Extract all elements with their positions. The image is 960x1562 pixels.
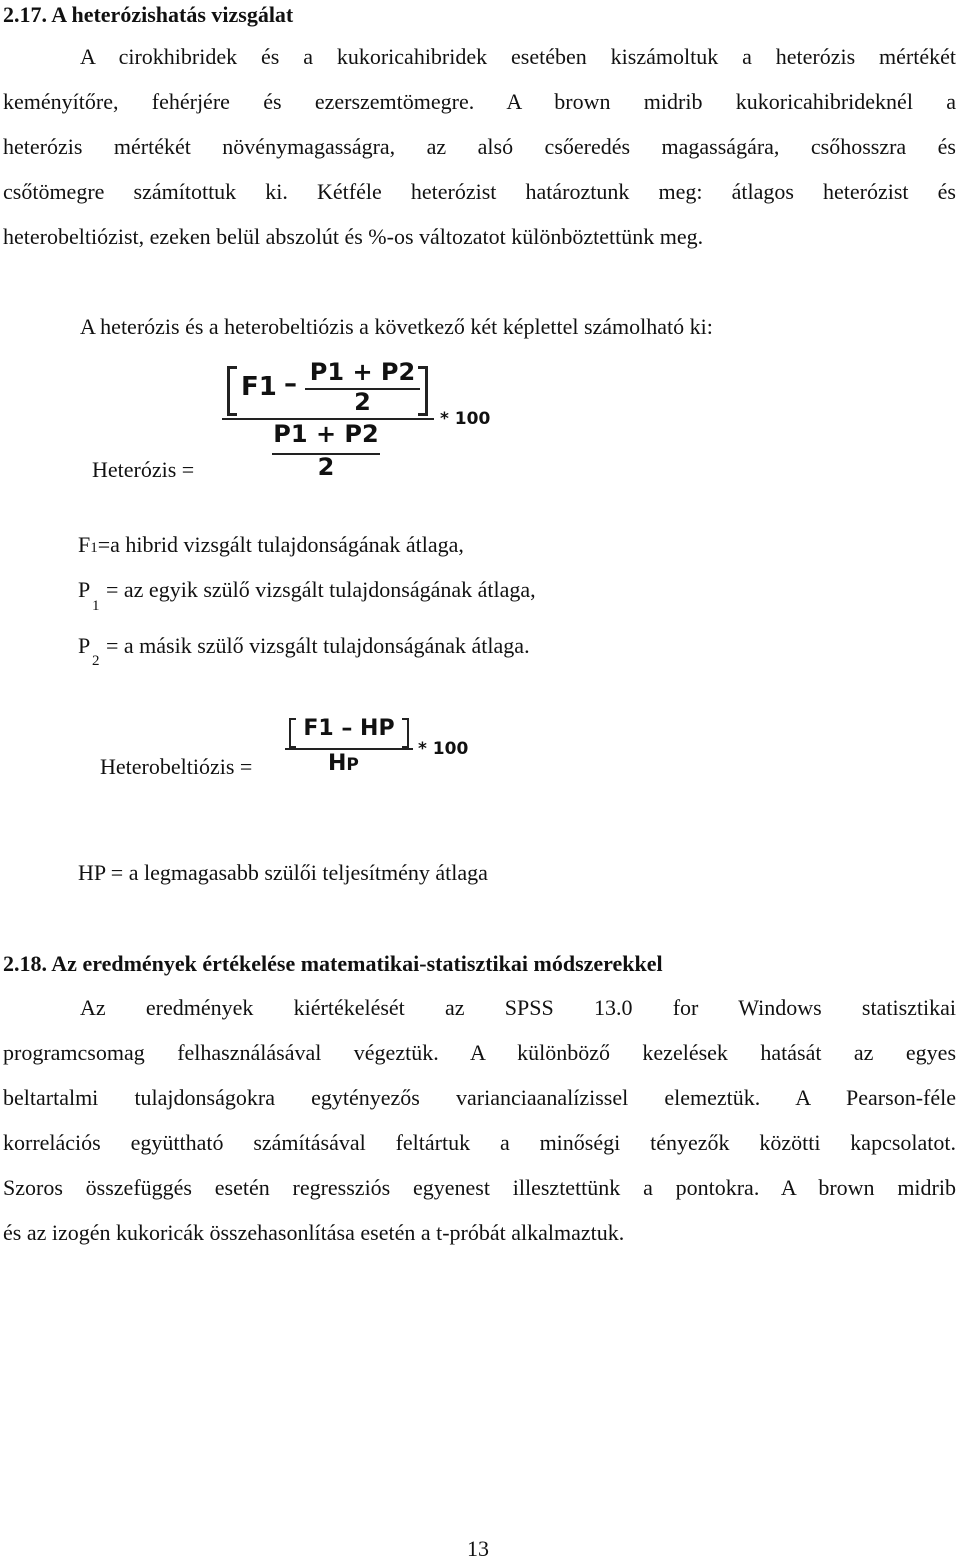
text-line: beltartalmi tulajdonságokra egytényezős varianciaanalízissel elemeztük. A Pearson-féle xyxy=(3,1085,956,1110)
page-number: 13 xyxy=(467,1536,489,1561)
hp-definition: HP = a legmagasabb szülői teljesítmény átlaga xyxy=(78,860,488,885)
heterobeltiosis-fraction-bar xyxy=(285,748,413,750)
heterobeltiosis-denominator xyxy=(328,751,359,776)
section-heading-2-17: 2.17. A heterózishatás vizsgálat xyxy=(3,2,294,27)
text-line: programcsomag felhasználásával végeztük. A különböző kezelések hatását az egyes xyxy=(3,1040,956,1065)
text-line: keményítőre, fehérjére és ezerszemtömegre. A brown midrib kukoricahibrideknél a xyxy=(3,89,956,114)
text-line: Az eredmények kiértékelését az SPSS 13.0 for Windows statisztikai xyxy=(80,995,956,1020)
p1-definition-text: = az egyik szülő vizsgált tulajdonságának átlaga, xyxy=(106,577,536,602)
text-line: korrelációs együttható számításával feltártuk a minőségi tényezők közötti kapcsolatot. xyxy=(3,1130,956,1155)
outer-denominator-denominator: 2 xyxy=(317,453,335,481)
text-line: A cirokhibridek és a kukoricahibridek esetében kiszámoltuk a heterózis mértékét xyxy=(80,44,956,69)
f1-subscript: 1 xyxy=(90,540,98,556)
den-h: H xyxy=(328,751,347,776)
inner-numerator: P1 + P2 xyxy=(309,358,416,386)
times-100: * 100 xyxy=(418,739,469,759)
definition-f1 xyxy=(78,532,464,558)
den-p: P xyxy=(346,755,359,775)
p1-subscript: 1 xyxy=(92,598,100,614)
p1-base: P xyxy=(78,577,91,602)
p2-subscript: 2 xyxy=(92,653,100,669)
heterosis-label: Heterózis = xyxy=(92,457,195,482)
inner-denominator: 2 xyxy=(354,388,371,416)
heterobeltiosis-label: Heterobeltiózis = xyxy=(100,754,253,779)
left-bracket xyxy=(227,366,237,416)
section-heading-2-18: 2.18. Az eredmények értékelése matematikai-statisztikai módszerekkel xyxy=(3,951,663,976)
f1-base: F xyxy=(78,532,91,557)
p2-base: P xyxy=(78,633,91,658)
formula-intro-text: A heterózis és a heterobeltiózis a következő két képlettel számolható ki: xyxy=(80,314,713,339)
p2-definition-text: = a másik szülő vizsgált tulajdonságának átlaga. xyxy=(106,633,530,658)
text-line: csőtömegre számítottuk ki. Kétféle heterózist határoztunk meg: átlagos heterózist és xyxy=(3,179,956,204)
times-100: * 100 xyxy=(440,409,491,429)
text-line: heterobeltiózist, ezeken belül abszolút és %-os változatot különböztettünk meg. xyxy=(3,224,704,249)
text-line: heterózis mértékét növénymagasságra, az alsó csőeredés magasságára, csőhosszra és xyxy=(3,134,956,159)
f1-definition-text: =a hibrid vizsgált tulajdonságának átlaga, xyxy=(97,532,464,557)
text-line: és az izogén kukoricák összehasonlítása esetén a t-próbát alkalmaztuk. xyxy=(3,1220,625,1245)
minus-sign: – xyxy=(284,369,297,399)
f1-symbol: F1 xyxy=(241,372,277,402)
outer-denominator-numerator: P1 + P2 xyxy=(273,420,379,448)
text-line: Szoros összefüggés esetén regressziós egyenest illesztettünk a pontokra. A brown midrib xyxy=(3,1175,956,1200)
heterobeltiosis-numerator: F1 – HP xyxy=(303,716,395,741)
